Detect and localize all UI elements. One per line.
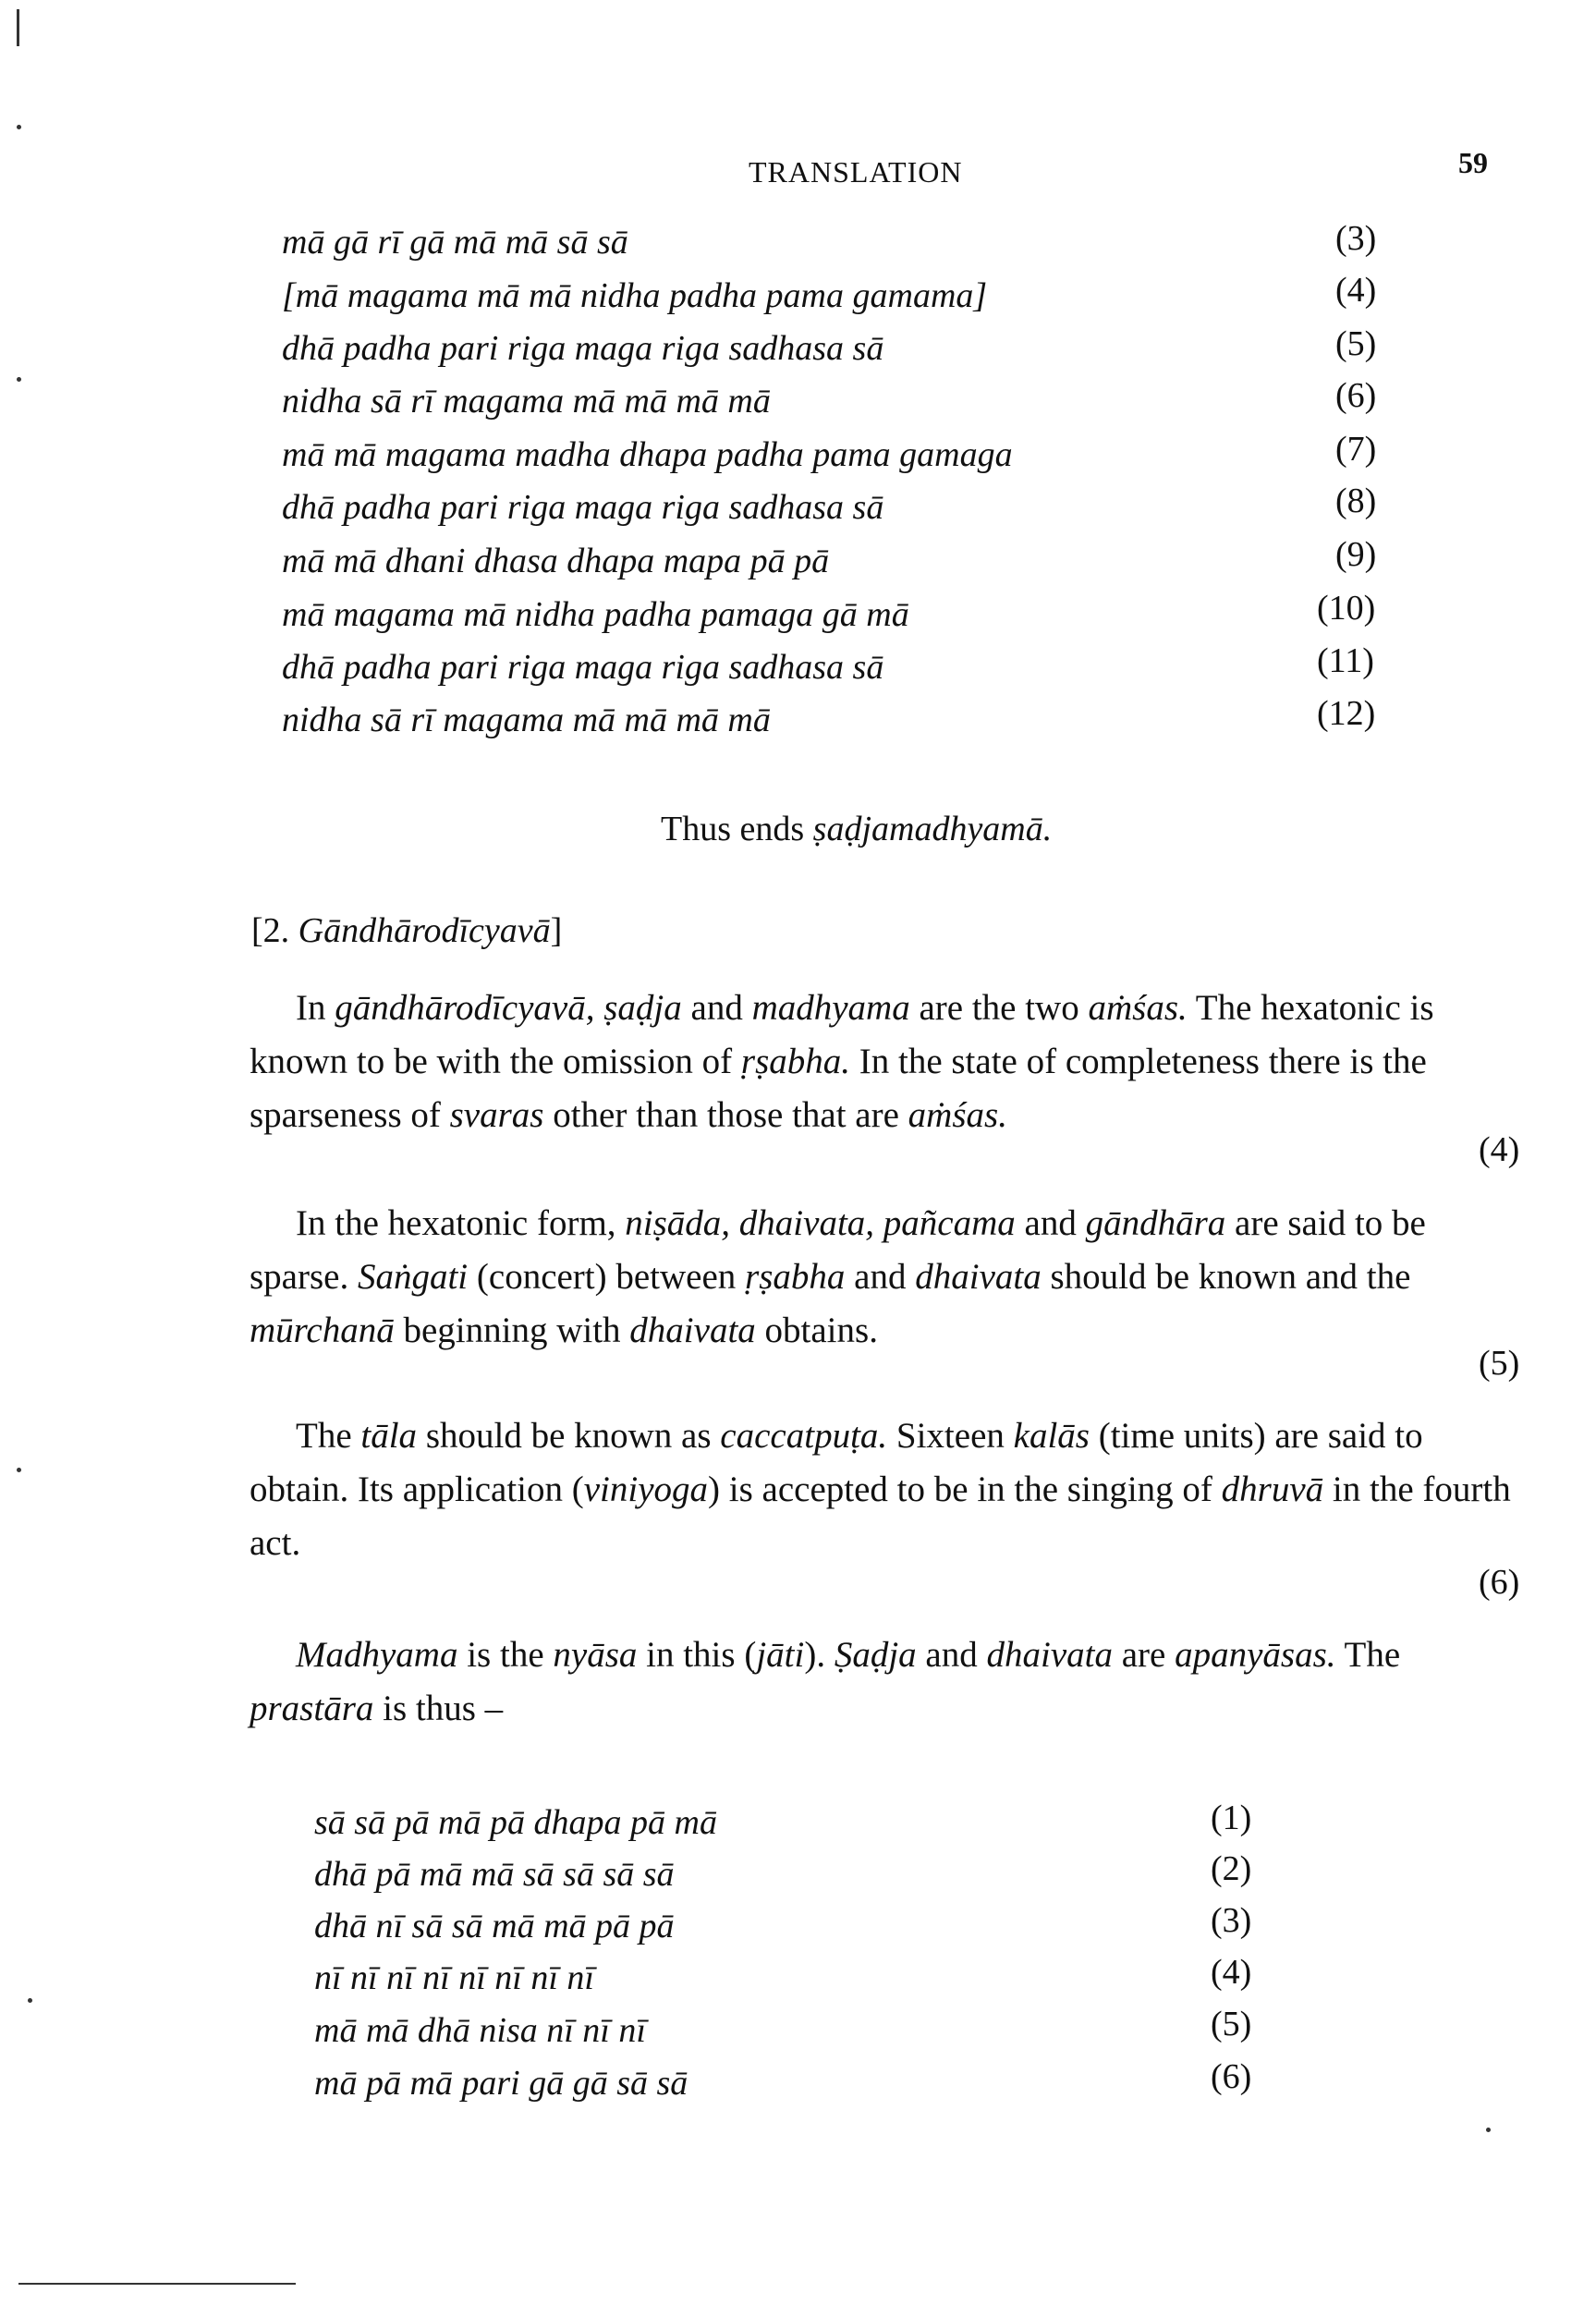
text-run: viniyoga xyxy=(583,1470,709,1509)
text-run: In xyxy=(296,988,335,1028)
text-run: kalās xyxy=(1013,1416,1090,1456)
verse-line: mā pā mā pari gā gā sā sā xyxy=(314,2064,688,2103)
verse-number: (9) xyxy=(1335,535,1377,574)
verse-line: mā mā magama madha dhapa padha pama gamaga xyxy=(282,435,1013,474)
heading-term: Gāndhārodīcyavā xyxy=(298,911,551,950)
text-run: dhaivata xyxy=(915,1257,1042,1297)
text-run: In the hexatonic form, xyxy=(296,1203,626,1243)
text-run: ṛṣabha xyxy=(745,1257,846,1297)
verse-number: (10) xyxy=(1317,589,1376,628)
text-run: ) is accepted to be in the singing of xyxy=(708,1470,1222,1509)
verse-line: nī nī nī nī nī nī nī nī xyxy=(314,1958,594,1997)
section-end-line xyxy=(661,809,1052,849)
paragraph xyxy=(250,1409,1529,1570)
scan-mark xyxy=(17,9,19,46)
paragraph xyxy=(250,1628,1529,1736)
text-run: are said to be sparse. xyxy=(250,1203,1426,1297)
verse-number: (3) xyxy=(1335,219,1377,258)
text-run: in the fourth act. xyxy=(250,1470,1511,1563)
verse-number: (4) xyxy=(1335,271,1377,310)
verse-line: dhā pā mā mā sā sā sā sā xyxy=(314,1855,675,1894)
verse-number: (3) xyxy=(1211,1901,1252,1940)
text-run: in this ( xyxy=(637,1635,757,1675)
ends-term: ṣaḍjamadhyamā. xyxy=(812,810,1053,848)
text-run: dhruvā xyxy=(1221,1470,1324,1509)
verse-line: [mā magama mā mā nidha padha pama gamama] xyxy=(282,276,988,315)
text-run: svaras xyxy=(449,1095,544,1135)
verse-number: (5) xyxy=(1335,324,1377,363)
scan-dot xyxy=(28,1998,32,2003)
text-run: nyāsa xyxy=(553,1635,638,1675)
verse-line: mā mā dhani dhasa dhapa mapa pā pā xyxy=(282,542,830,580)
text-run: other than those that are xyxy=(543,1095,908,1135)
verse-line: mā gā rī gā mā mā sā sā xyxy=(282,223,628,262)
text-run: Ṣaḍja xyxy=(834,1635,917,1675)
text-run: caccatpuṭa. xyxy=(720,1416,888,1456)
verse-line: mā magama mā nidha padha pamaga gā mā xyxy=(282,595,909,634)
verse-number: (1) xyxy=(1211,1799,1252,1837)
verse-line: nidha sā rī magama mā mā mā mā xyxy=(282,701,771,739)
text-run: Saṅgati xyxy=(357,1257,469,1297)
verse-line: nidha sā rī magama mā mā mā mā xyxy=(282,382,771,421)
ends-prefix: Thus ends xyxy=(661,810,813,848)
verse-line: sā sā pā mā pā dhapa pā mā xyxy=(314,1803,717,1842)
text-run: and xyxy=(845,1257,916,1297)
text-run: apanyāsas. xyxy=(1175,1635,1336,1675)
paragraph-number: (5) xyxy=(1479,1344,1520,1383)
text-run: dhaivata xyxy=(629,1311,756,1350)
running-header: TRANSLATION xyxy=(749,155,963,189)
verse-number: (6) xyxy=(1211,2057,1252,2096)
text-run: and xyxy=(681,988,752,1028)
scan-dot xyxy=(17,1468,21,1472)
scan-dot xyxy=(17,377,21,382)
verse-line: mā mā dhā nisa nī nī nī xyxy=(314,2011,646,2050)
heading-open: [2. xyxy=(251,911,298,950)
bottom-rule xyxy=(18,2283,296,2285)
text-run: (concert) between xyxy=(468,1257,746,1297)
section-heading xyxy=(251,910,562,951)
text-run: prastāra xyxy=(250,1689,374,1728)
verse-number: (4) xyxy=(1211,1953,1252,1992)
text-run: are xyxy=(1112,1635,1176,1675)
paragraph xyxy=(250,982,1529,1142)
text-run: beginning with xyxy=(394,1311,630,1350)
text-run: obtains. xyxy=(755,1311,878,1350)
text-run: The hexatonic is known to be with the omission of xyxy=(250,988,1434,1081)
text-run: The xyxy=(1335,1635,1401,1675)
paragraph-number: (4) xyxy=(1479,1130,1520,1169)
verse-line: dhā padha pari riga maga riga sadhasa sā xyxy=(282,329,884,368)
heading-close: ] xyxy=(550,911,563,950)
text-run: and xyxy=(1015,1203,1086,1243)
verse-number: (11) xyxy=(1317,641,1374,680)
verse-number: (8) xyxy=(1335,482,1377,520)
text-run: and xyxy=(916,1635,987,1675)
verse-line: dhā nī sā sā mā mā pā pā xyxy=(314,1907,675,1945)
verse-number: (6) xyxy=(1335,376,1377,415)
verse-number: (5) xyxy=(1211,2005,1252,2043)
text-run: aṁśas. xyxy=(908,1095,1007,1135)
text-run: madhyama xyxy=(751,988,910,1028)
verse-line: dhā padha pari riga maga riga sadhasa sā xyxy=(282,648,884,687)
text-run: gāndhāra xyxy=(1085,1203,1226,1243)
text-run: ). xyxy=(804,1635,835,1675)
text-run: is the xyxy=(457,1635,554,1675)
text-run: Sixteen xyxy=(887,1416,1014,1456)
text-run: should be known as xyxy=(417,1416,721,1456)
verse-number: (7) xyxy=(1335,430,1377,469)
text-run: In the state of completeness there is the sparseness of xyxy=(250,1042,1427,1135)
text-run: Madhyama xyxy=(296,1635,458,1675)
scan-dot xyxy=(17,125,21,129)
verse-number: (12) xyxy=(1317,694,1376,733)
text-run: jāti xyxy=(756,1635,805,1675)
text-run: mūrchanā xyxy=(250,1311,395,1350)
page-number: 59 xyxy=(1458,146,1488,179)
text-run: ṛṣabha. xyxy=(740,1042,850,1081)
text-run: gāndhārodīcyavā, ṣaḍja xyxy=(335,988,682,1028)
text-run: aṁśas. xyxy=(1088,988,1188,1028)
text-run: dhaivata xyxy=(986,1635,1113,1675)
text-run: niṣāda, dhaivata, pañcama xyxy=(625,1203,1016,1243)
text-run: should be known and the xyxy=(1041,1257,1411,1297)
text-run: tāla xyxy=(360,1416,418,1456)
paragraph-number: (6) xyxy=(1479,1563,1520,1602)
paragraph xyxy=(250,1197,1529,1358)
scan-dot xyxy=(1486,2128,1491,2132)
verse-line: dhā padha pari riga maga riga sadhasa sā xyxy=(282,488,884,527)
verse-number: (2) xyxy=(1211,1849,1252,1888)
text-run: is thus – xyxy=(373,1689,504,1728)
text-run: are the two xyxy=(909,988,1089,1028)
text-run: The xyxy=(296,1416,361,1456)
text-run: (time units) are said to obtain. Its application ( xyxy=(250,1416,1423,1509)
